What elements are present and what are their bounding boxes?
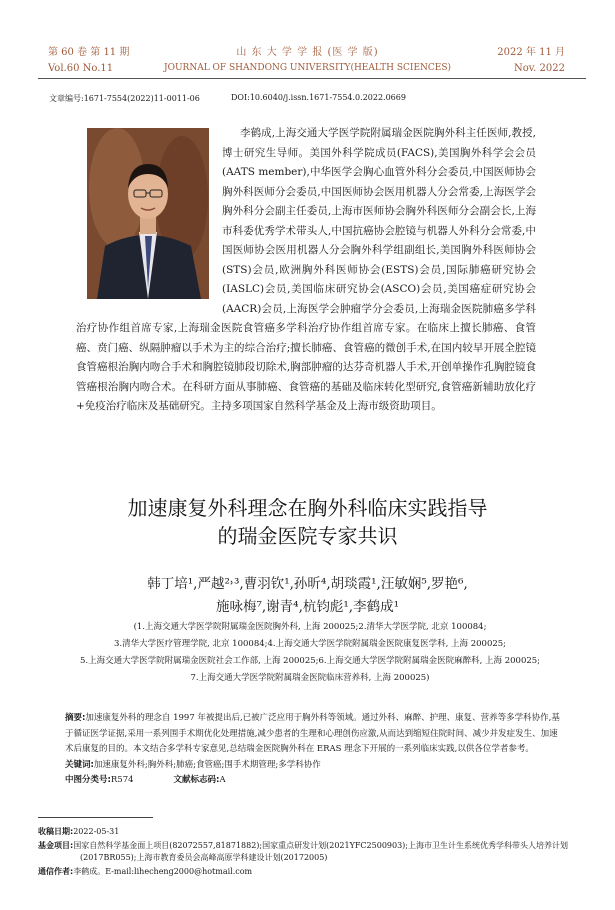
keywords (65, 758, 562, 774)
funding (38, 840, 588, 863)
author-list-line2: 施咏梅⁷,谢青⁴,杭钧彪¹,李鹤成¹ (215, 599, 400, 615)
volume-issue-cn: 第 60 卷 第 11 期 (48, 47, 130, 58)
received-date (38, 826, 588, 838)
journal-name-cn: 山 东 大 学 学 报 (医 学 版) (236, 47, 379, 58)
abstract-text: 加速康复外科的理念自 1997 年被提出后,已被广泛应用于胸外科等领域。通过外科、麻醉、护理、康复、营养等多学科协作,基于循证医学证据,采用一系列围手术期优化处理措施,减少患者的生理和心理创伤应激,从而达到缩短住院时间、减少并发症发生、加速术后康复的目的。本文结合多学科专家意见,总结瑞金医院胸外科在 ERAS 理念下开展的一系列临床实践,以供各位学者参考。 (65, 713, 560, 754)
document-code-label: 文献标志码: (173, 775, 220, 785)
footnote-divider (38, 817, 153, 818)
keywords-label: 关键词: (65, 759, 94, 770)
clc-label: 中图分类号: (65, 775, 111, 785)
header-divider (38, 78, 586, 79)
author-list-line1: 韩丁培¹,严越²˒³,曹羽钦¹,孙昕⁴,胡琰霞¹,汪敏娴⁵,罗艳⁶, (147, 576, 468, 592)
received-label: 收稿日期: (38, 827, 74, 836)
affiliation-line: 3.清华大学医疗管理学院, 北京 100084;4.上海交通大学医学院附属瑞金医院康复医学科, 上海 200025; (113, 639, 507, 649)
article-number: 文章编号:1671-7554(2022)11-0011-06 (49, 94, 200, 103)
biography-text: 李鹤成,上海交通大学医学院附属瑞金医院胸外科主任医师,教授,博士研究生导师。美国外科学院成员(FACS),美国胸外科学会会员(AATS member),中华医学会胸心血管外科分会委员,中国医师协会胸外科医师分会委员,中国医师协会医用机器人分会常委,上海医学会胸外科分会副主任委员,上海市医师协会胸外科医师分会副会长,上海市科委优秀学术带头人,中国抗癌协会腔镜与机器人外科分会常委,中国医师协会医用机器人分会胸外科学组副组长,美国胸外科医师协会(STS)会员,欧洲胸外科医师协会(ESTS)会员,国际肺癌研究协会(IASLC)会员,美国临床研究协会(ASCO)会员,美国癌症研究协会(AACR)会员,上海医学会肿瘤学分会委员,上海瑞金医院肺癌多学科治疗协作组首席专家,上海瑞金医院食管癌多学科治疗协作组首席专家。在临床上擅长肺癌、食管癌、贲门癌、纵隔肿瘤以手术为主的综合治疗;擅长肺癌、食管癌的微创手术,在国内较早开展全腔镜食管癌根治胸内吻合手术和胸腔镜肺段切除术,胸部肿瘤的达芬奇机器人手术,开创单操作孔胸腔镜食管癌根治胸内吻合术。在科研方面从事肺癌、食管癌的基础及临床转化型研究,食管癌新辅助放化疗+免疫治疗临床及基础研究。主持多项国家自然科学基金及上海市级资助项目。 (76, 127, 536, 412)
issue-date-cn: 2022 年 11 月 (497, 47, 565, 58)
corr-text: 李鹤成。E-mail:lihecheng2000@hotmail.com (73, 867, 253, 876)
volume-issue-en: Vol.60 No.11 (48, 63, 114, 74)
abstract-label: 摘要: (65, 713, 86, 723)
journal-name-en: JOURNAL OF SHANDONG UNIVERSITY(HEALTH SCIENCES) (163, 63, 452, 73)
clc-value: R574 (110, 775, 134, 785)
doi: DOI:10.6040/j.issn.1671-7554.0.2022.0669 (231, 93, 406, 102)
corresponding-author (38, 866, 588, 878)
author-biography (76, 124, 536, 417)
affiliation-line: 5.上海交通大学医学院附属瑞金医院社会工作部, 上海 200025;6.上海交通大学医学院附属瑞金医院麻醉科, 上海 200025; (79, 656, 541, 666)
abstract-block (65, 711, 562, 789)
affiliation-line: (1.上海交通大学医学院附属瑞金医院胸外科, 上海 200025;2.清华大学医学院, 北京 100084; (133, 622, 487, 632)
article-title-line1: 加速康复外科理念在胸外科临床实践指导 (127, 496, 488, 520)
keywords-text: 加速康复外科;胸外科;肺癌;食管癌;围手术期管理;多学科协作 (93, 759, 321, 770)
issue-date-en: Nov. 2022 (513, 63, 565, 74)
fund-label: 基金项目: (38, 841, 74, 850)
fund-text: 国家自然科学基金面上项目(82072557,81871882);国家重点研发计划(2021YFC2500903);上海市卫生计生系统优秀学科带头人培养计划(2017BR055);上海市教育委员会高峰高原学科建设计划(20172005) (73, 841, 568, 862)
abstract (65, 711, 562, 758)
document-code-value: A (219, 775, 226, 785)
affiliation-line: 7.上海交通大学医学院附属瑞金医院临床营养科, 上海 200025) (190, 673, 430, 683)
article-title-line2: 的瑞金医院专家共识 (217, 524, 398, 548)
classification (65, 773, 562, 789)
corr-label: 通信作者: (38, 867, 74, 876)
received-value: 2022-05-31 (73, 827, 120, 836)
